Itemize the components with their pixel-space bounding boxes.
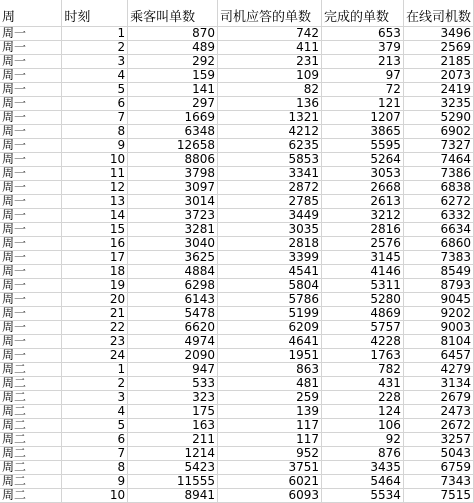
driver-accepted-cell[interactable]: 863: [218, 362, 322, 376]
table-row: [0, 376, 474, 390]
passenger-requests-cell[interactable]: 6620: [128, 320, 218, 334]
online-drivers-cell[interactable]: 9202: [403, 306, 473, 320]
passenger-requests-cell[interactable]: 323: [128, 390, 218, 404]
hour-cell[interactable]: 20: [62, 292, 128, 306]
completed-cell[interactable]: 4869: [322, 306, 404, 320]
week-cell[interactable]: 周一: [0, 138, 62, 152]
driver-accepted-cell[interactable]: 1951: [218, 348, 322, 362]
completed-cell[interactable]: 876: [322, 446, 404, 460]
table-row: [0, 208, 474, 222]
week-cell[interactable]: 周二: [0, 376, 62, 390]
table-row: [0, 26, 474, 40]
driver-accepted-cell[interactable]: 3341: [218, 166, 322, 180]
hour-cell[interactable]: 21: [62, 306, 128, 320]
hour-cell[interactable]: 8: [62, 460, 128, 474]
week-cell[interactable]: 周一: [0, 96, 62, 110]
table-row: [0, 236, 474, 250]
passenger-requests-cell[interactable]: 159: [128, 68, 218, 82]
completed-cell[interactable]: 106: [322, 418, 404, 432]
online-drivers-cell[interactable]: 4279: [403, 362, 473, 376]
hour-cell[interactable]: 2: [62, 376, 128, 390]
passenger-requests-cell[interactable]: 533: [128, 376, 218, 390]
online-drivers-cell[interactable]: 6860: [403, 236, 473, 250]
hour-cell[interactable]: 4: [62, 404, 128, 418]
table-row: [0, 40, 474, 54]
passenger-requests-cell[interactable]: 3014: [128, 194, 218, 208]
online-drivers-cell[interactable]: 9045: [403, 292, 473, 306]
week-cell[interactable]: 周二: [0, 446, 62, 460]
online-drivers-cell[interactable]: 7327: [403, 138, 473, 152]
hour-cell[interactable]: 5: [62, 82, 128, 96]
hour-cell[interactable]: 8: [62, 124, 128, 138]
table-row: [0, 348, 474, 362]
hour-cell[interactable]: 3: [62, 54, 128, 68]
passenger-requests-cell[interactable]: 2090: [128, 348, 218, 362]
table-row: [0, 488, 474, 502]
table-row: [0, 362, 474, 376]
table-row: [0, 418, 474, 432]
driver-accepted-cell[interactable]: 3751: [218, 460, 322, 474]
week-cell[interactable]: 周二: [0, 418, 62, 432]
online-drivers-cell[interactable]: 5043: [403, 446, 473, 460]
hour-cell[interactable]: 6: [62, 96, 128, 110]
driver-accepted-cell[interactable]: 6021: [218, 474, 322, 488]
completed-cell[interactable]: 213: [322, 54, 404, 68]
passenger-requests-cell[interactable]: 1669: [128, 110, 218, 124]
passenger-requests-cell[interactable]: 4884: [128, 264, 218, 278]
passenger-requests-cell[interactable]: 870: [128, 26, 218, 40]
week-cell[interactable]: 周一: [0, 250, 62, 264]
passenger-requests-cell[interactable]: 4974: [128, 334, 218, 348]
completed-cell[interactable]: 97: [322, 68, 404, 82]
passenger-requests-cell[interactable]: 297: [128, 96, 218, 110]
hour-cell[interactable]: 7: [62, 446, 128, 460]
online-drivers-cell[interactable]: 6838: [403, 180, 473, 194]
table-row: [0, 278, 474, 292]
online-drivers-cell[interactable]: 7464: [403, 152, 473, 166]
passenger-requests-cell[interactable]: 3097: [128, 180, 218, 194]
online-drivers-cell[interactable]: 7383: [403, 250, 473, 264]
table-row: [0, 404, 474, 418]
table-row: [0, 432, 474, 446]
passenger-requests-cell[interactable]: 8806: [128, 152, 218, 166]
driver-accepted-cell[interactable]: 5199: [218, 306, 322, 320]
online-drivers-cell[interactable]: 2679: [403, 390, 473, 404]
driver-accepted-cell[interactable]: 6235: [218, 138, 322, 152]
table-row: [0, 110, 474, 124]
week-cell[interactable]: 周一: [0, 264, 62, 278]
completed-cell[interactable]: 5464: [322, 474, 404, 488]
week-cell[interactable]: 周一: [0, 40, 62, 54]
online-drivers-cell[interactable]: 2473: [403, 404, 473, 418]
hour-cell[interactable]: 17: [62, 250, 128, 264]
driver-accepted-cell[interactable]: 481: [218, 376, 322, 390]
driver-accepted-cell[interactable]: 2818: [218, 236, 322, 250]
week-cell[interactable]: 周一: [0, 222, 62, 236]
week-cell[interactable]: 周一: [0, 306, 62, 320]
hour-cell[interactable]: 10: [62, 488, 128, 502]
passenger-requests-cell[interactable]: 1214: [128, 446, 218, 460]
completed-cell[interactable]: 5534: [322, 488, 404, 502]
online-drivers-cell[interactable]: 3257: [403, 432, 473, 446]
header-cell-hour[interactable]: 时刻: [62, 0, 128, 26]
week-cell[interactable]: 周二: [0, 404, 62, 418]
hour-cell[interactable]: 13: [62, 194, 128, 208]
hour-cell[interactable]: 5: [62, 418, 128, 432]
table-row: [0, 54, 474, 68]
header-cell-completed[interactable]: 完成的单数: [322, 0, 404, 26]
passenger-requests-cell[interactable]: 947: [128, 362, 218, 376]
driver-accepted-cell[interactable]: 4641: [218, 334, 322, 348]
completed-cell[interactable]: 653: [322, 26, 404, 40]
hour-cell[interactable]: 3: [62, 390, 128, 404]
driver-accepted-cell[interactable]: 6093: [218, 488, 322, 502]
online-drivers-cell[interactable]: 7386: [403, 166, 473, 180]
week-cell[interactable]: 周一: [0, 54, 62, 68]
hour-cell[interactable]: 7: [62, 110, 128, 124]
passenger-requests-cell[interactable]: 12658: [128, 138, 218, 152]
driver-accepted-cell[interactable]: 5853: [218, 152, 322, 166]
online-drivers-cell[interactable]: 3134: [403, 376, 473, 390]
driver-accepted-cell[interactable]: 231: [218, 54, 322, 68]
online-drivers-cell[interactable]: 6332: [403, 208, 473, 222]
driver-accepted-cell[interactable]: 82: [218, 82, 322, 96]
hour-cell[interactable]: 22: [62, 320, 128, 334]
hour-cell[interactable]: 4: [62, 68, 128, 82]
week-cell[interactable]: 周一: [0, 152, 62, 166]
passenger-requests-cell[interactable]: 175: [128, 404, 218, 418]
passenger-requests-cell[interactable]: 11555: [128, 474, 218, 488]
completed-cell[interactable]: 3435: [322, 460, 404, 474]
completed-cell[interactable]: 2613: [322, 194, 404, 208]
hour-cell[interactable]: 10: [62, 152, 128, 166]
online-drivers-cell[interactable]: 8549: [403, 264, 473, 278]
driver-accepted-cell[interactable]: 4212: [218, 124, 322, 138]
hour-cell[interactable]: 9: [62, 138, 128, 152]
table-row: [0, 334, 474, 348]
hour-cell[interactable]: 9: [62, 474, 128, 488]
online-drivers-cell[interactable]: 6759: [403, 460, 473, 474]
hour-cell[interactable]: 1: [62, 362, 128, 376]
header-cell-week[interactable]: 周: [0, 0, 62, 26]
table-row: [0, 264, 474, 278]
week-cell[interactable]: 周一: [0, 320, 62, 334]
week-cell[interactable]: 周一: [0, 334, 62, 348]
online-drivers-cell[interactable]: 5290: [403, 110, 473, 124]
online-drivers-cell[interactable]: 2073: [403, 68, 473, 82]
completed-cell[interactable]: 3865: [322, 124, 404, 138]
completed-cell[interactable]: 379: [322, 40, 404, 54]
completed-cell[interactable]: 124: [322, 404, 404, 418]
hour-cell[interactable]: 1: [62, 26, 128, 40]
hour-cell[interactable]: 19: [62, 278, 128, 292]
header-cell-online-drivers[interactable]: 在线司机数: [403, 0, 473, 26]
header-cell-passenger-requests[interactable]: 乘客叫单数: [128, 0, 218, 26]
table-row: [0, 152, 474, 166]
driver-accepted-cell[interactable]: 6209: [218, 320, 322, 334]
week-cell[interactable]: 周一: [0, 236, 62, 250]
passenger-requests-cell[interactable]: 6298: [128, 278, 218, 292]
completed-cell[interactable]: 2668: [322, 180, 404, 194]
hour-cell[interactable]: 16: [62, 236, 128, 250]
week-cell[interactable]: 周一: [0, 194, 62, 208]
online-drivers-cell[interactable]: 2185: [403, 54, 473, 68]
passenger-requests-cell[interactable]: 5478: [128, 306, 218, 320]
week-cell[interactable]: 周一: [0, 110, 62, 124]
table-row: [0, 320, 474, 334]
driver-accepted-cell[interactable]: 5804: [218, 278, 322, 292]
table-row: [0, 194, 474, 208]
completed-cell[interactable]: 92: [322, 432, 404, 446]
table-row: [0, 138, 474, 152]
completed-cell[interactable]: 431: [322, 376, 404, 390]
table-row: [0, 250, 474, 264]
completed-cell[interactable]: 5595: [322, 138, 404, 152]
passenger-requests-cell[interactable]: 3723: [128, 208, 218, 222]
online-drivers-cell[interactable]: 6457: [403, 348, 473, 362]
passenger-requests-cell[interactable]: 211: [128, 432, 218, 446]
driver-accepted-cell[interactable]: 1321: [218, 110, 322, 124]
table-row: [0, 124, 474, 138]
passenger-requests-cell[interactable]: 489: [128, 40, 218, 54]
completed-cell[interactable]: 228: [322, 390, 404, 404]
passenger-requests-cell[interactable]: 163: [128, 418, 218, 432]
week-cell[interactable]: 周二: [0, 460, 62, 474]
completed-cell[interactable]: 4146: [322, 264, 404, 278]
week-cell[interactable]: 周一: [0, 208, 62, 222]
driver-accepted-cell[interactable]: 3449: [218, 208, 322, 222]
online-drivers-cell[interactable]: 8104: [403, 334, 473, 348]
hour-cell[interactable]: 18: [62, 264, 128, 278]
week-cell[interactable]: 周一: [0, 68, 62, 82]
week-cell[interactable]: 周一: [0, 166, 62, 180]
hour-cell[interactable]: 2: [62, 40, 128, 54]
driver-accepted-cell[interactable]: 3035: [218, 222, 322, 236]
passenger-requests-cell[interactable]: 6348: [128, 124, 218, 138]
week-cell[interactable]: 周二: [0, 390, 62, 404]
driver-accepted-cell[interactable]: 117: [218, 418, 322, 432]
online-drivers-cell[interactable]: 9003: [403, 320, 473, 334]
completed-cell[interactable]: 2816: [322, 222, 404, 236]
online-drivers-cell[interactable]: 2419: [403, 82, 473, 96]
hour-cell[interactable]: 23: [62, 334, 128, 348]
header-row: [0, 0, 474, 26]
driver-accepted-cell[interactable]: 109: [218, 68, 322, 82]
passenger-requests-cell[interactable]: 3798: [128, 166, 218, 180]
week-cell[interactable]: 周一: [0, 124, 62, 138]
driver-accepted-cell[interactable]: 2872: [218, 180, 322, 194]
online-drivers-cell[interactable]: 6902: [403, 124, 473, 138]
passenger-requests-cell[interactable]: 3040: [128, 236, 218, 250]
online-drivers-cell[interactable]: 8793: [403, 278, 473, 292]
passenger-requests-cell[interactable]: 3625: [128, 250, 218, 264]
week-cell[interactable]: 周二: [0, 362, 62, 376]
completed-cell[interactable]: 3053: [322, 166, 404, 180]
completed-cell[interactable]: 5311: [322, 278, 404, 292]
completed-cell[interactable]: 121: [322, 96, 404, 110]
week-cell[interactable]: 周一: [0, 292, 62, 306]
driver-accepted-cell[interactable]: 117: [218, 432, 322, 446]
completed-cell[interactable]: 3145: [322, 250, 404, 264]
driver-accepted-cell[interactable]: 3399: [218, 250, 322, 264]
online-drivers-cell[interactable]: 2672: [403, 418, 473, 432]
table-row: [0, 180, 474, 194]
completed-cell[interactable]: 782: [322, 362, 404, 376]
table-row: [0, 390, 474, 404]
passenger-requests-cell[interactable]: 141: [128, 82, 218, 96]
online-drivers-cell[interactable]: 6634: [403, 222, 473, 236]
passenger-requests-cell[interactable]: 5423: [128, 460, 218, 474]
completed-cell[interactable]: 4228: [322, 334, 404, 348]
table-row: [0, 82, 474, 96]
completed-cell[interactable]: 3212: [322, 208, 404, 222]
table-row: [0, 96, 474, 110]
driver-accepted-cell[interactable]: 136: [218, 96, 322, 110]
table-row: [0, 460, 474, 474]
online-drivers-cell[interactable]: 2569: [403, 40, 473, 54]
week-cell[interactable]: 周一: [0, 26, 62, 40]
online-drivers-cell[interactable]: 3235: [403, 96, 473, 110]
driver-accepted-cell[interactable]: 411: [218, 40, 322, 54]
table-row: [0, 222, 474, 236]
week-cell[interactable]: 周一: [0, 180, 62, 194]
hour-cell[interactable]: 14: [62, 208, 128, 222]
table-row: [0, 306, 474, 320]
passenger-requests-cell[interactable]: 6143: [128, 292, 218, 306]
week-cell[interactable]: 周二: [0, 432, 62, 446]
driver-accepted-cell[interactable]: 5786: [218, 292, 322, 306]
completed-cell[interactable]: 1207: [322, 110, 404, 124]
completed-cell[interactable]: 5280: [322, 292, 404, 306]
table-row: [0, 166, 474, 180]
driver-accepted-cell[interactable]: 742: [218, 26, 322, 40]
week-cell[interactable]: 周一: [0, 348, 62, 362]
driver-accepted-cell[interactable]: 4541: [218, 264, 322, 278]
week-cell[interactable]: 周二: [0, 488, 62, 502]
hour-cell[interactable]: 24: [62, 348, 128, 362]
completed-cell[interactable]: 5757: [322, 320, 404, 334]
completed-cell[interactable]: 1763: [322, 348, 404, 362]
driver-accepted-cell[interactable]: 952: [218, 446, 322, 460]
table-row: [0, 446, 474, 460]
driver-accepted-cell[interactable]: 139: [218, 404, 322, 418]
completed-cell[interactable]: 72: [322, 82, 404, 96]
passenger-requests-cell[interactable]: 8941: [128, 488, 218, 502]
completed-cell[interactable]: 5264: [322, 152, 404, 166]
passenger-requests-cell[interactable]: 292: [128, 54, 218, 68]
hour-cell[interactable]: 15: [62, 222, 128, 236]
hour-cell[interactable]: 6: [62, 432, 128, 446]
online-drivers-cell[interactable]: 7343: [403, 474, 473, 488]
online-drivers-cell[interactable]: 3496: [403, 26, 473, 40]
week-cell[interactable]: 周二: [0, 474, 62, 488]
driver-accepted-cell[interactable]: 259: [218, 390, 322, 404]
online-drivers-cell[interactable]: 7515: [403, 488, 473, 502]
completed-cell[interactable]: 2576: [322, 236, 404, 250]
table-row: [0, 292, 474, 306]
passenger-requests-cell[interactable]: 3281: [128, 222, 218, 236]
hour-cell[interactable]: 11: [62, 166, 128, 180]
driver-accepted-cell[interactable]: 2785: [218, 194, 322, 208]
table-row: [0, 474, 474, 488]
table-row: [0, 68, 474, 82]
hour-cell[interactable]: 12: [62, 180, 128, 194]
week-cell[interactable]: 周一: [0, 82, 62, 96]
header-cell-driver-accepted[interactable]: 司机应答的单数: [218, 0, 322, 26]
week-cell[interactable]: 周一: [0, 278, 62, 292]
online-drivers-cell[interactable]: 6272: [403, 194, 473, 208]
